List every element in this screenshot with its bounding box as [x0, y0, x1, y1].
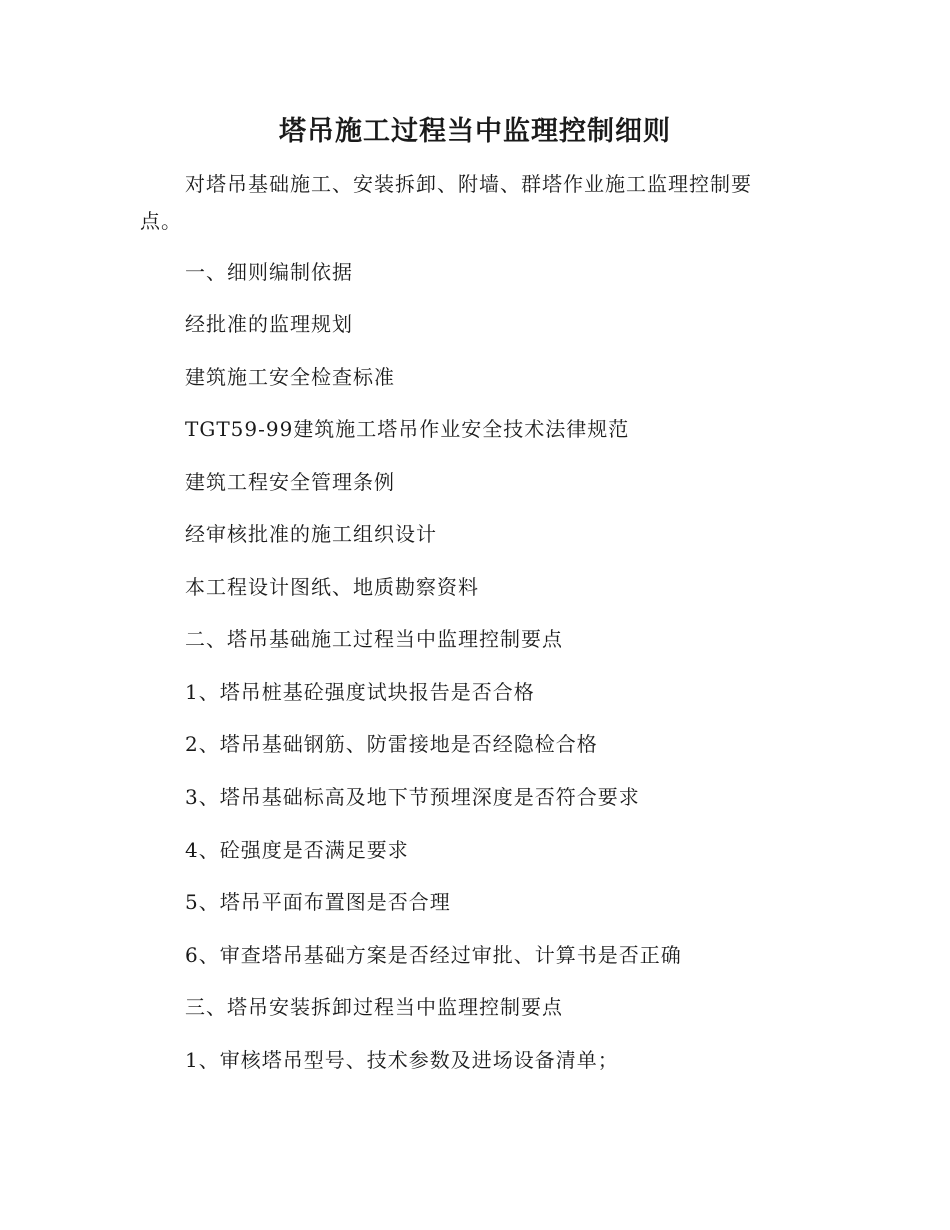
list-item: 6、审查塔吊基础方案是否经过审批、计算书是否正确	[185, 943, 682, 967]
list-item: 1、塔吊桩基砼强度试块报告是否合格	[185, 680, 535, 704]
list-item: 2、塔吊基础钢筋、防雷接地是否经隐检合格	[185, 732, 598, 756]
list-item: 4、砼强度是否满足要求	[185, 838, 409, 862]
section-heading-foundation: 二、塔吊基础施工过程当中监理控制要点	[185, 627, 563, 651]
list-item: 建筑施工安全检查标准	[185, 365, 395, 389]
list-item: 经审核批准的施工组织设计	[185, 522, 437, 546]
list-item: 5、塔吊平面布置图是否合理	[185, 890, 451, 914]
list-item: 1、审核塔吊型号、技术参数及进场设备清单；	[185, 1048, 619, 1072]
list-item: TGT59-99建筑施工塔吊作业安全技术法律规范	[185, 417, 630, 441]
list-item: 3、塔吊基础标高及地下节预埋深度是否符合要求	[185, 785, 640, 809]
list-item: 经批准的监理规划	[185, 312, 353, 336]
intro-paragraph: 对塔吊基础施工、安装拆卸、附墙、群塔作业施工监理控制要点。	[140, 172, 752, 233]
section-heading-basis: 一、细则编制依据	[185, 260, 353, 284]
list-item: 本工程设计图纸、地质勘察资料	[185, 575, 479, 599]
list-item: 建筑工程安全管理条例	[185, 470, 395, 494]
document-title: 塔吊施工过程当中监理控制细则	[279, 116, 671, 147]
section-heading-installation: 三、塔吊安装拆卸过程当中监理控制要点	[185, 995, 563, 1019]
